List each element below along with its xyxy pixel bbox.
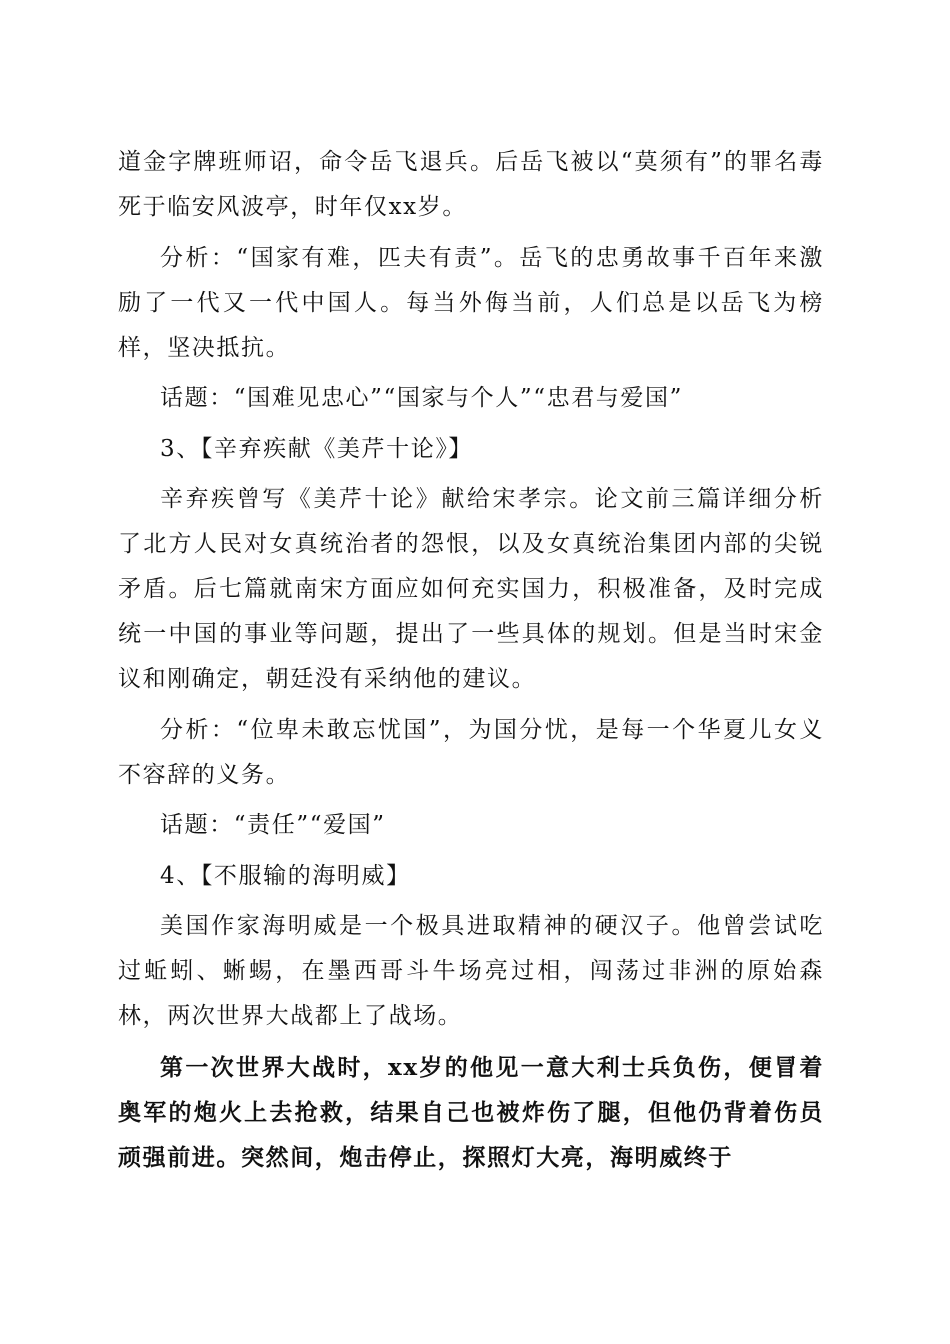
paragraph-1: 道金字牌班师诏，命令岳飞退兵。后岳飞被以“莫须有”的罪名毒死于临安风波亭，时年仅xx岁。	[118, 149, 824, 220]
section-heading-4: 4、【不服输的海明威】	[160, 862, 411, 889]
paragraph-9: 美国作家海明威是一个极具进取精神的硬汉子。他曾尝试吃过蚯蚓、蜥蜴，在墨西哥斗牛场亮过相，闯荡过非洲的原始森林，两次世界大战都上了战场。	[118, 913, 824, 1029]
paragraph-5: 辛弃疾曾写《美芹十论》献给宋孝宗。论文前三篇详细分析了北方人民对女真统治者的怨恨，以及女真统治集团内部的尖锐矛盾。后七篇就南宋方面应如何充实国力，积极准备，及时完成统一中国的事业等问题，提出了一些具体的规划。但是当时宋金议和刚确定，朝廷没有采纳他的建议。	[118, 486, 824, 692]
document-body	[118, 140, 824, 1185]
paragraph-3: 话题：“国难见忠心”“国家与个人”“忠君与爱国”	[160, 385, 683, 411]
paragraph-2: 分析：“国家有难，匹夫有责”。岳飞的忠勇故事千百年来激励了一代又一代中国人。每当外侮当前，人们总是以岳飞为榜样，坚决抵抗。	[118, 244, 824, 361]
section-heading-3: 3、【辛弃疾献《美芹十论》】	[160, 435, 474, 462]
paragraph-10: 第一次世界大战时，xx岁的他见一意大利士兵负伤，便冒着奥军的炮火上去抢救，结果自己也被炸伤了腿，但他仍背着伤员顽强前进。突然间，炮击停止，探照灯大亮，海明威终于	[118, 1053, 824, 1171]
paragraph-6: 分析：“位卑未敢忘忧国”，为国分忧，是每一个华夏儿女义不容辞的义务。	[118, 716, 824, 788]
paragraph-7: 话题：“责任”“爱国”	[160, 812, 386, 838]
